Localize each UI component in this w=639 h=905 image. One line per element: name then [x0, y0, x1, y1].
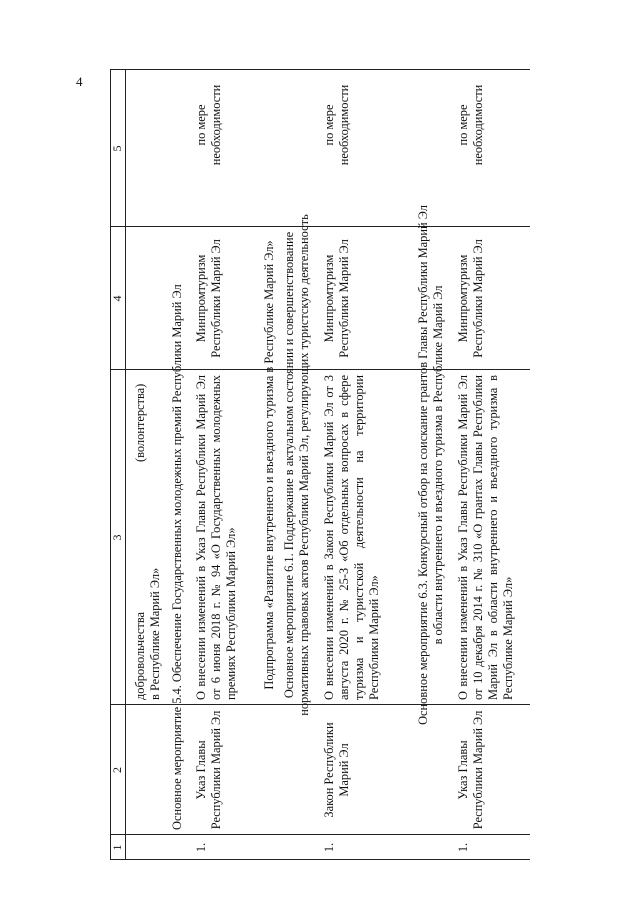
section-title: нормативных правовых актов Республики Марий Эл, регулирующих туристскую деятельность [297, 214, 311, 716]
act-content: О внесении изменений в Указ Главы Республики Марий Эл от 6 июня 2018 г. № 94 «О Государственных молодежных премиях Республики Марий Эл» [194, 375, 238, 700]
col-header-5: 5 [110, 145, 124, 152]
col-header-4: 4 [110, 295, 124, 302]
act-content: О внесении изменений в Закон Республики Марий Эл от 3 августа 2020 г. № 25-З «Об отдельных вопросах в сфере туризма и туристской деятельности на территории Республики Марий Эл» [322, 375, 381, 700]
section-title: в области внутреннего и въездного туризма в Республике Марий Эл [431, 285, 445, 645]
col-header-3: 3 [110, 534, 124, 541]
row-number: 1. [456, 842, 470, 853]
col-header-2: 2 [110, 767, 124, 773]
page-number: 4 [76, 74, 83, 89]
carryover-text: в Республике Марий Эл» [148, 567, 162, 700]
act-type: Закон Республики Марий Эл [322, 722, 351, 818]
header-divider [125, 70, 126, 860]
section-title: Основное мероприятие 6.3. Конкурсный отбор на соискание грантов Главы Республики Марий Эл [416, 205, 430, 725]
term: по мере необходимости [456, 84, 485, 166]
col-header-1: 1 [110, 844, 124, 851]
row-number: 1. [194, 842, 208, 853]
carryover-text: добровольчества [133, 611, 147, 700]
act-content: О внесении изменений в Указ Главы Республики Марий Эл от 10 декабря 2014 г. № 310 «О грантах Главы Республики Марий Эл в области внутреннего и въездного туризма в Республике Марий Эл» [456, 375, 515, 700]
term: по мере необходимости [194, 84, 223, 166]
term: по мере необходимости [322, 84, 351, 166]
carryover-text: (волонтерства) [133, 383, 147, 462]
subprogram-title: Подпрограмма «Развитие внутреннего и въездного туризма в Республике Марий Эл» [262, 240, 276, 690]
executor: Минпромтуризм Республики Марий Эл [194, 239, 223, 358]
executor: Минпромтуризм Республики Марий Эл [322, 239, 351, 358]
legal-acts-table [110, 70, 530, 860]
row-number: 1. [322, 842, 336, 853]
section-title: Основное мероприятие 5.4. Обеспечение Государственных молодежных премий Республики Марий Эл [170, 284, 184, 830]
section-title: Основное мероприятие 6.1. Поддержание в актуальном состоянии и совершенствование [282, 231, 296, 699]
act-type: Указ Главы Республики Марий Эл [194, 710, 223, 830]
executor: Минпромтуризм Республики Марий Эл [456, 239, 485, 358]
rotated-table-page [110, 70, 530, 860]
act-type: Указ Главы Республики Марий Эл [456, 710, 485, 830]
